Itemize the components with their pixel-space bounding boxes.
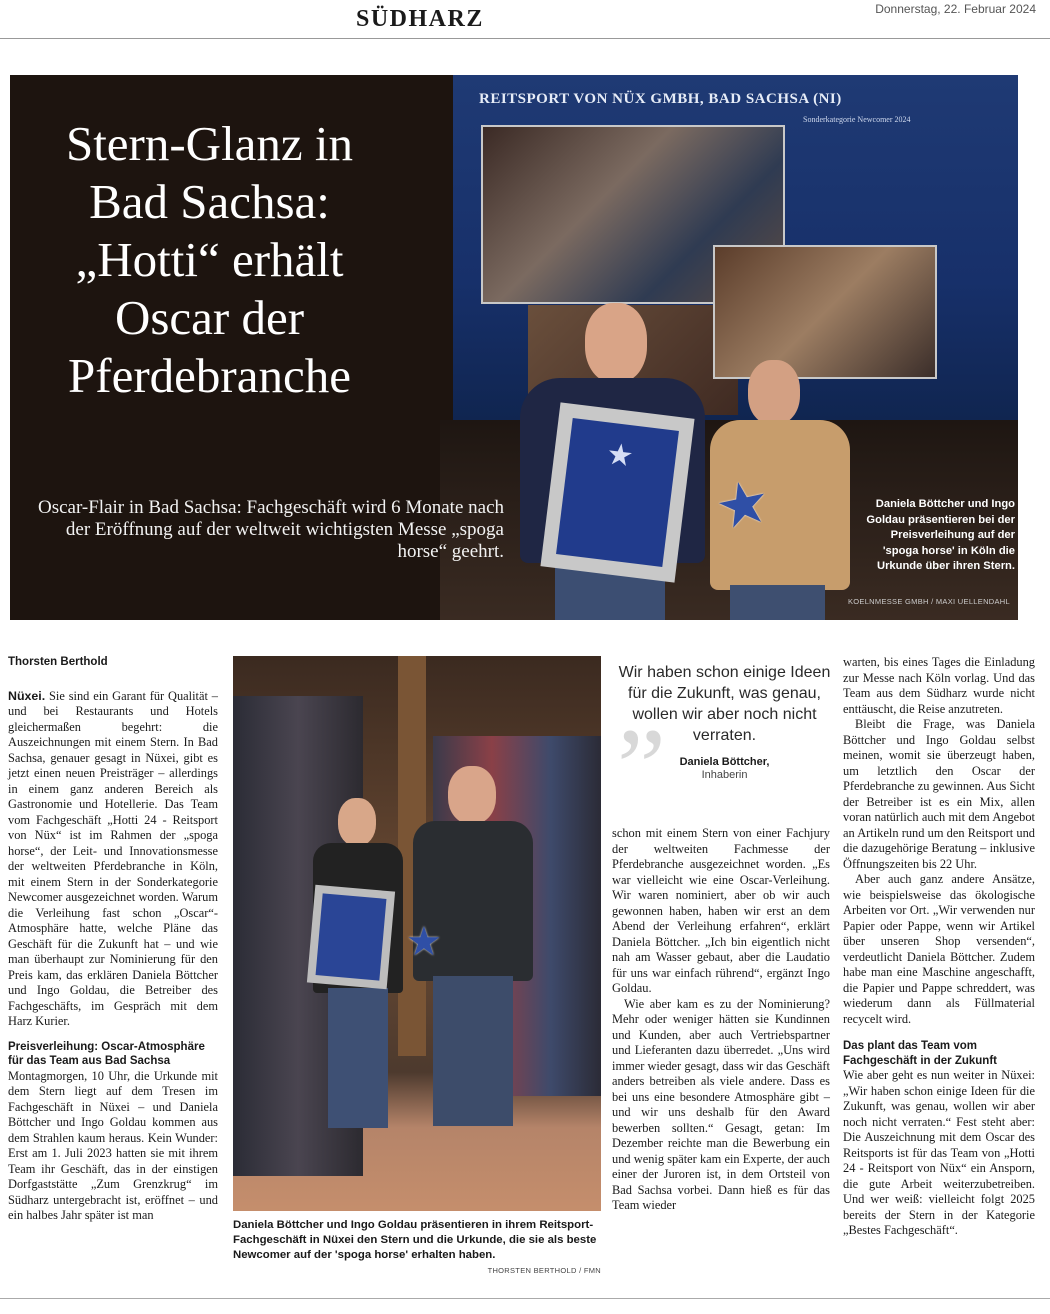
quote-author: Daniela Böttcher, — [679, 756, 770, 768]
award-certificate — [540, 402, 694, 582]
star-icon: ★ — [604, 437, 636, 474]
article-column-1 — [8, 655, 218, 1224]
screen-category: Sonderkategorie Newcomer 2024 — [803, 115, 911, 124]
store-photo — [233, 656, 601, 1211]
subtitle: Oscar-Flair in Bad Sachsa: Fachgeschäft wird 6 Monate nach der Eröffnung auf der weltweit wichtigsten Messe „spoga horse“ geehrt. — [37, 497, 504, 562]
hero-photo — [10, 75, 1018, 620]
screen-store-photo-small — [713, 245, 937, 379]
quote-role: Inhaberin — [701, 769, 748, 781]
hero-photo-credit: KOELNMESSE GMBH / MAXI UELLENDAHL — [847, 597, 1010, 606]
paragraph: Montagmorgen, 10 Uhr, die Urkunde mit dem Stern liegt auf dem Tresen im Fachgeschäft in Nüxei – und Daniela Böttcher und Ingo Goldau kommen aus dem Strahlen kaum heraus. Kein Wunder: Erst am 1. Juli 2023 hatten sie mit ihrem Team ihr Geschäft, das in der einstigen Dorfgaststätte „Zum Grenzkrug“ im Südharz untergebracht ist, eröffnet – und ein halbes Jahr später ist man — [8, 1068, 218, 1222]
pull-quote — [612, 644, 837, 781]
store-photo-credit: THORSTEN BERTHOLD / FMN — [487, 1266, 601, 1275]
author: Thorsten Berthold — [8, 656, 108, 668]
award-star-icon: ★ — [709, 467, 777, 543]
hero-caption: Daniela Böttcher und Ingo Goldau präsentieren bei der Preisverleihung auf der 'spoga horse' in Köln die Urkunde über ihren Stern. — [866, 498, 1015, 572]
lead-text: Sie sind ein Garant für Qualität – und bei Restaurants und Hotels gleichermaßen begehrt: die Auszeichnungen mit einem Stern. In Bad Sachsa, genauer gesagt in Nüxei, gibt es jetzt einen neuen Preisträger – allerdings in einem ganz anderen Bereich als Gastronomie und Hotellerie. Das Team vom Fachgeschäft „Hotti 24 - Reitsport von Nüx“ ist im Rahmen der „spoga horse“, der Leit- und Innovationsmesse der weltweiten Pferdebranche in Köln, mit einem Stern in der Sonderkategorie Newcomer ausgezeichnet worden. Warum die Verleihung fast schon „Oscar“-Atmosphäre hatte, welche Pläne das Geschäft für die Zukunft hat – und wie man überhaupt zur Nominierung für den Preis kam, das erklären Daniela Böttcher und Ingo Goldau, die Betreiber des Fachgeschäfts, im Gespräch mit dem Harz Kurier. — [8, 688, 218, 1028]
store-photo-caption: Daniela Böttcher und Ingo Goldau präsentieren in ihrem Reitsport-Fachgeschäft in Nüxei den Stern und die Urkunde, die sie als beste Newcomer auf der 'spoga horse' erhalten haben. — [233, 1219, 597, 1261]
screen-title: REITSPORT VON NÜX GMBH, BAD SACHSA (NI) — [479, 91, 842, 107]
quote-text: Wir haben schon einige Ideen für die Zukunft, was genau, wollen wir aber noch nicht verraten. — [618, 664, 831, 744]
article-column-4 — [843, 655, 1035, 1239]
subhead-award: Preisverleihung: Oscar-Atmosphäre für das Team aus Bad Sachsa — [8, 1040, 205, 1067]
headline: Stern-Glanz in Bad Sachsa: „Hotti“ erhält Oscar der Pferdebranche — [65, 116, 354, 403]
quote-mark-icon: „ — [617, 644, 666, 766]
section-name: SÜDHARZ — [356, 6, 484, 32]
paragraph: Aber auch ganz andere Ansätze, wie beispielsweise das ökologische Arbeiten vor Ort. „Wir verwenden nur Papier oder Pappe, wenn wir Artikel über unseren Shop versenden“, verdeutlicht Daniela Böttcher. Zudem habe man eine Maschine angeschafft, die Papier und Pappe schreddert, was wiederum dann als Füllmaterial recycelt wird. — [843, 872, 1035, 1026]
dateline: Nüxei. — [8, 688, 46, 703]
header-rule — [0, 38, 1050, 39]
paragraph: Wie aber kam es zu der Nominierung? Mehr oder weniger hätten sie Kundinnen und Kunden, aber auch Vertriebspartner und Lieferanten dazu überredet. „Uns wird immer wieder gesagt, dass wir das Geschäft anders betreiben als viele andere. Dass es bei uns eine besondere Atmosphäre gibt – und wir uns deshalb für den Award bewerben sollten.“ Gesagt, getan: Im Dezember reichte man die Bewerbung ein und wenig später kam ein Experte, der auch einer der Juroren ist, in dem Ortsteil von Bad Sachsa vorbei. Dann hieß es für das Team wieder — [612, 996, 830, 1212]
article-column-3 — [612, 826, 830, 1214]
paragraph: schon mit einem Stern von einer Fachjury der weltweiten Fachmesse der Pferdebranche ausgezeichnet worden. „Es war vielleicht wie eine Oscar-Verleihung. Wir waren nominiert, aber ob wir auch gewonnen haben, haben wir erst an dem Abend der Verleihung erfahren“, erklärt Daniela Böttcher. „Ich bin eigentlich nicht nah am Wasser gebaut, aber die Laudatio für uns war einfach rührend“, ergänzt Ingo Goldau. — [612, 826, 830, 995]
award-star-icon: ★ — [406, 919, 442, 964]
subhead-future: Das plant das Team vom Fachgeschäft in der Zukunft — [843, 1040, 997, 1067]
paragraph: Bleibt die Frage, was Daniela Böttcher und Ingo Goldau selbst meinen, womit sie überzeugt haben, um letztlich den Oscar der Pferdebranche zu gewinnen. Aus Sicht der Betreiber ist es ein Mix, allen voran natürlich auch mit dem Angebot an Artikeln rund um den Reitsport und die dazugehörige Beratung – inklusive Öffnungszeiten bis 22 Uhr. — [843, 717, 1035, 871]
page-header — [0, 0, 1050, 40]
lead-paragraph — [8, 689, 218, 1030]
bottom-rule — [0, 1298, 1050, 1299]
paragraph: warten, bis eines Tages die Einladung zur Messe nach Köln vorlag. Und das Team aus dem Südharz wurde nicht enttäuscht, die Reise anzutreten. — [843, 655, 1035, 716]
publication-date: Donnerstag, 22. Februar 2024 — [875, 2, 1036, 16]
award-certificate — [307, 885, 395, 990]
paragraph: Wie aber geht es nun weiter in Nüxei: „Wir haben schon einige Ideen für die Zukunft, was genau, wollen wir aber noch nicht verraten.“ Fest steht aber: Die Auszeichnung mit dem Oscar des Reitsports ist für das Team von „Hotti 24 - Reitsport von Nüx“ ein Ansporn, die gute Arbeit weiterzubetreiben. Und wer weiß: vielleicht folgt 2025 bereits der Stern in der Kategorie „Bestes Fachgeschäft“. — [843, 1068, 1035, 1237]
